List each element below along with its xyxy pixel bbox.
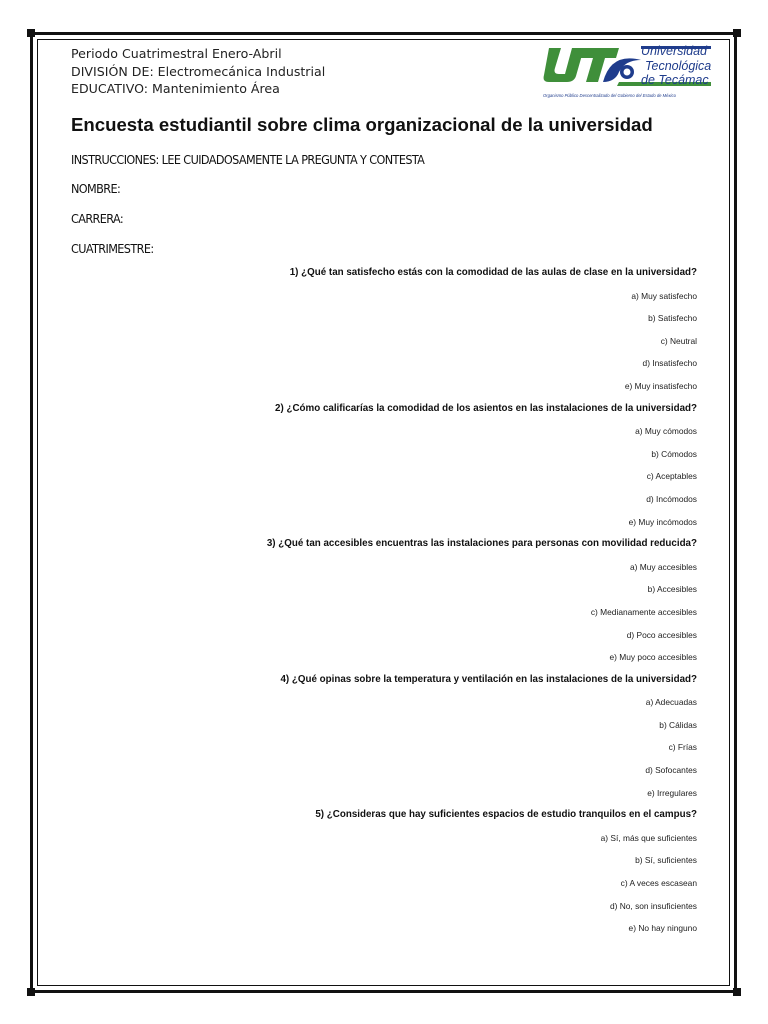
border-corner: [733, 29, 741, 37]
career-field-label: CARRERA:: [71, 211, 124, 226]
answer-option: e) Muy insatisfecho: [624, 380, 697, 391]
answer-option: a) Muy satisfecho: [631, 290, 697, 301]
instructions-text: INSTRUCCIONES: LEE CUIDADOSAMENTE LA PREGUNTA Y CONTESTA: [71, 152, 425, 167]
answer-option: b) Cálidas: [659, 719, 697, 730]
question-1: 1) ¿Qué tan satisfecho estás con la comodidad de las aulas de clase en la universidad?: [289, 267, 697, 278]
answer-option: c) Frías: [668, 742, 697, 753]
answer-option: c) A veces escasean: [620, 878, 697, 889]
border-corner: [733, 988, 741, 996]
answer-option: a) Muy accesibles: [629, 561, 697, 572]
term-field-label: CUATRIMESTRE:: [71, 241, 154, 256]
answer-option: e) Muy incómodos: [628, 516, 697, 527]
answer-option: e) Irregulares: [647, 787, 697, 798]
division-text: DIVISIÓN DE: Electromecánica Industrial: [71, 63, 326, 79]
answer-option: a) Sí, más que suficientes: [600, 832, 697, 843]
question-3: 3) ¿Qué tan accesibles encuentras las instalaciones para personas con movilidad reducida?: [266, 538, 697, 550]
answer-option: d) Insatisfecho: [642, 358, 697, 369]
answer-option: d) No, son insuficientes: [609, 900, 697, 911]
logo-line-3: de Tecámac: [641, 73, 709, 87]
answer-option: c) Neutral: [660, 335, 697, 346]
border-corner: [27, 29, 35, 37]
answer-option: d) Sofocantes: [645, 765, 697, 776]
answer-option: b) Satisfecho: [648, 313, 697, 324]
answer-option: e) Muy poco accesibles: [609, 652, 697, 663]
university-logo: [541, 42, 713, 104]
answer-option: b) Sí, suficientes: [635, 855, 697, 866]
answer-option: a) Muy cómodos: [635, 426, 697, 437]
survey-title: Encuesta estudiantil sobre clima organizacional de la universidad: [71, 114, 653, 135]
answer-option: b) Accesibles: [647, 584, 697, 595]
logo-subtitle: Organismo Público Descentralizado del Gobierno del Estado de México: [543, 93, 676, 98]
answer-option: d) Incómodos: [646, 493, 697, 504]
border-corner: [27, 988, 35, 996]
logo-university-name: [641, 44, 711, 88]
answer-option: c) Medianamente accesibles: [590, 606, 697, 617]
name-field-label: NOMBRE:: [71, 181, 121, 196]
logo-line-2: Tecnológica: [645, 58, 712, 73]
periodo-text: Periodo Cuatrimestral Enero-Abril: [71, 46, 282, 61]
answer-option: e) No hay ninguno: [628, 923, 697, 934]
answer-option: b) Cómodos: [651, 448, 697, 459]
answer-option: d) Poco accesibles: [626, 629, 697, 640]
logo-line-1: Universidad: [641, 44, 708, 58]
question-4: 4) ¿Qué opinas sobre la temperatura y ventilación en las instalaciones de la universidad?: [280, 673, 697, 685]
answer-option: c) Aceptables: [646, 471, 697, 482]
answer-option: a) Adecuadas: [645, 697, 697, 708]
survey-questions: [57, 262, 697, 940]
question-2: 2) ¿Cómo calificarías la comodidad de los asientos en las instalaciones de la universidad?: [275, 402, 697, 414]
question-5: 5) ¿Consideras que hay suficientes espacios de estudio tranquilos en el campus?: [315, 809, 697, 821]
educativo-text: EDUCATIVO: Mantenimiento Área: [71, 81, 280, 96]
header-info: [71, 45, 325, 98]
